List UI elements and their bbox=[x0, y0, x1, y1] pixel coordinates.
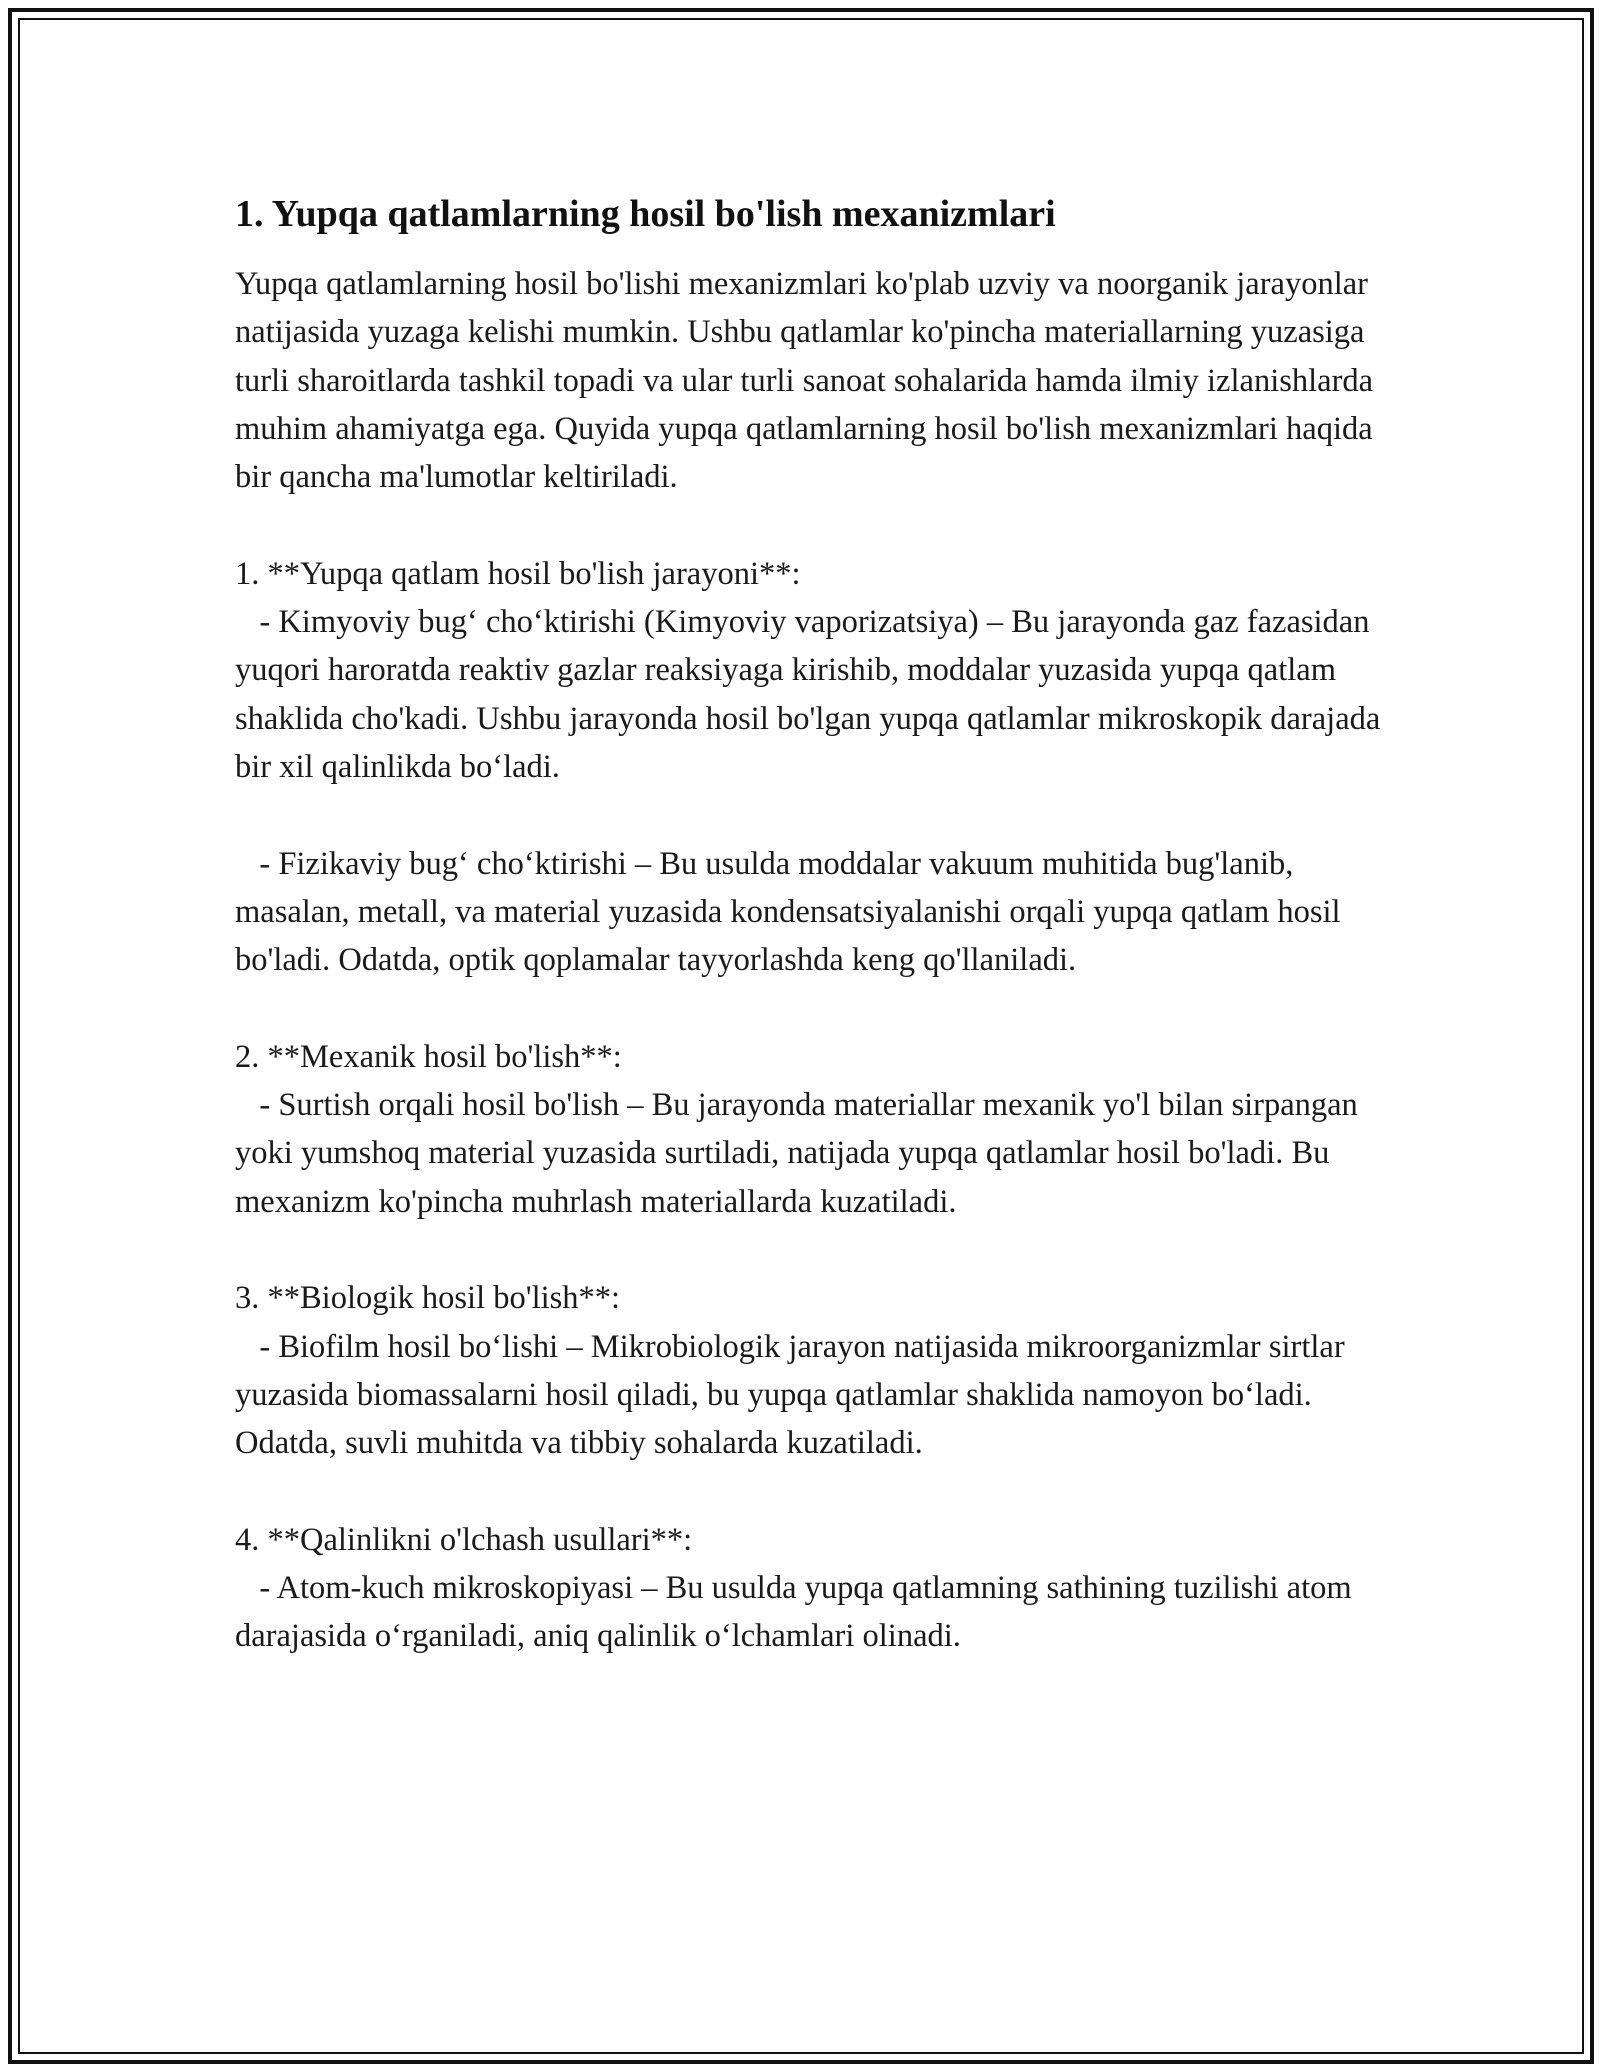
intro-paragraph: Yupqa qatlamlarning hosil bo'lishi mexanizmlari ko'plab uzviy va noorganik jarayonlar natijasida yuzaga kelishi mumkin. Ushbu qatlamlar ko'pincha materiallarning yuzasiga turli sharoitlarda tashkil topadi va ular turli sanoat sohalarida hamda ilmiy izlanishlarda muhim ahamiyatga ega. Quyida yupqa qatlamlarning hosil bo'lish mexanizmlari haqida bir qancha ma'lumotlar keltiriladi. bbox=[235, 266, 1382, 496]
document-body bbox=[235, 188, 1389, 1661]
section-4-item-afm: - Atom-kuch mikroskopiyasi – Bu usulda yupqa qatlamning sathining tuzilishi atom darajasida o‘rganiladi, aniq qalinlik o‘lchamlari olinadi. bbox=[235, 1570, 1360, 1655]
section-2-item-rubbing: - Surtish orqali hosil bo'lish – Bu jarayonda materiallar mexanik yo'l bilan sirpangan yoki yumshoq material yuzasida surtiladi, natijada yupqa qatlamlar hosil bo'ladi. Bu mexanizm ko'pincha muhrlash materiallarda kuzatiladi. bbox=[235, 1087, 1366, 1220]
section-3-item-biofilm: - Biofilm hosil bo‘lishi – Mikrobiologik jarayon natijasida mikroorganizmlar sirtlar yuzasida biomassalarni hosil qiladi, bu yupqa qatlamlar shaklida namoyon bo‘ladi. Odatda, suvli muhitda va tibbiy sohalarda kuzatiladi. bbox=[235, 1328, 1353, 1462]
paragraph-gap bbox=[235, 791, 1385, 839]
section-3-heading: 3. **Biologik hosil bo'lish**: bbox=[235, 1280, 621, 1317]
section-2-heading: 2. **Mexanik hosil bo'lish**: bbox=[235, 1038, 622, 1075]
section-1-heading: 1. **Yupqa qatlam hosil bo'lish jarayoni**: bbox=[235, 555, 801, 592]
paragraph-gap bbox=[235, 501, 1385, 549]
paragraph-gap bbox=[235, 984, 1385, 1032]
section-1-item-physical-vapor: - Fizikaviy bug‘ cho‘ktirishi – Bu usulda moddalar vakuum muhitida bug'lanib, masalan, metall, va material yuzasida kondensatsiyalanishi orqali yupqa qatlam hosil bo'ladi. Odatda, optik qoplamalar tayyorlashda keng qo'llaniladi. bbox=[235, 845, 1349, 979]
paragraph-gap bbox=[235, 1226, 1385, 1274]
section-4-heading: 4. **Qalinlikni o'lchash usullari**: bbox=[235, 1521, 693, 1558]
section-1-item-chemical-vapor: - Kimyoviy bug‘ cho‘ktirishi (Kimyoviy vaporizatsiya) – Bu jarayonda gaz fazasidan yuqori haroratda reaktiv gazlar reaksiyaga kirishib, moddalar yuzasida yupqa qatlam shaklida cho'kadi. Ushbu jarayonda hosil bo'lgan yupqa qatlamlar mikroskopik darajada bir xil qalinlikda bo‘ladi. bbox=[235, 604, 1389, 785]
paragraph-gap bbox=[235, 1467, 1385, 1515]
document-title: 1. Yupqa qatlamlarning hosil bo'lish mexanizmlari bbox=[235, 193, 1056, 235]
